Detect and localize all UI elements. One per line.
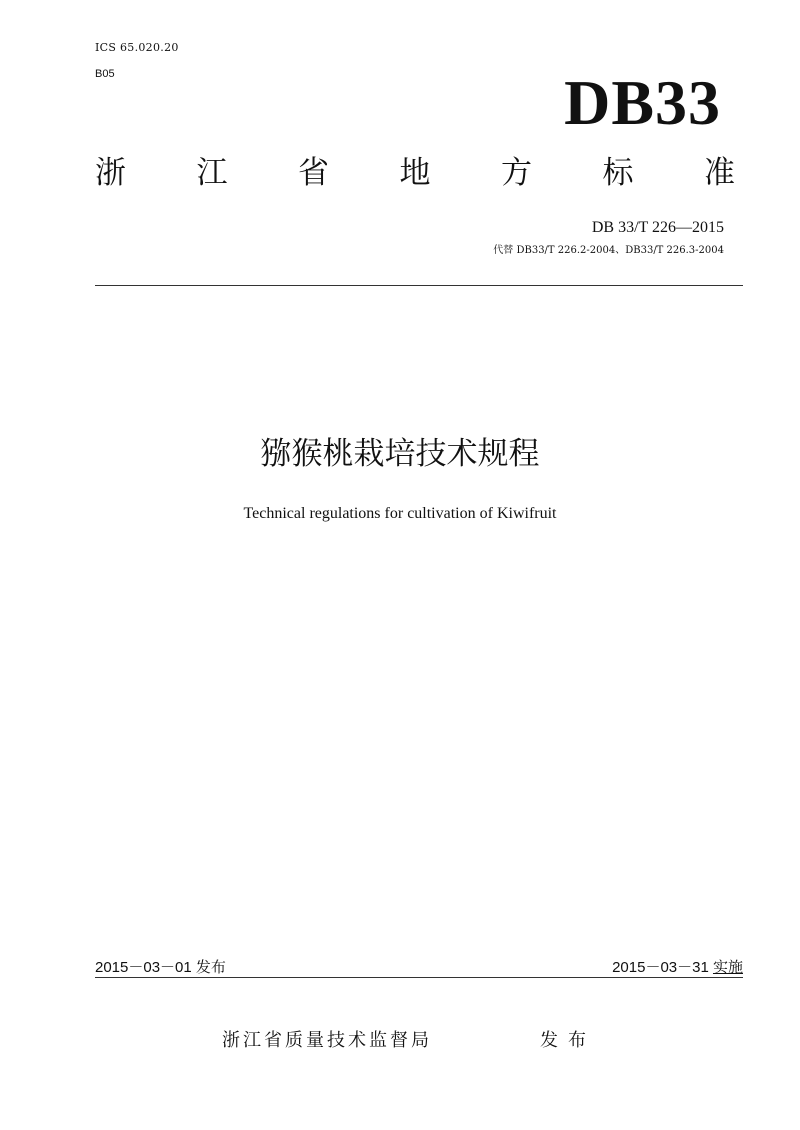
implementation-date bbox=[612, 958, 743, 978]
standard-type-char: 准 bbox=[704, 155, 735, 191]
document-title-english: Technical regulations for cultivation of Kiwifruit bbox=[243, 505, 557, 522]
footer-divider bbox=[95, 977, 743, 978]
replaces-note: 代替 DB33/T 226.2-2004、DB33/T 226.3-2004 bbox=[493, 245, 724, 256]
standard-type-char: 方 bbox=[501, 155, 532, 191]
standard-type-char: 江 bbox=[196, 155, 228, 191]
publish-verb: 发布 bbox=[540, 1030, 596, 1051]
header-divider bbox=[95, 285, 743, 286]
ics-code: ICS 65.020.20 bbox=[95, 41, 179, 54]
standard-type-char: 地 bbox=[399, 155, 431, 191]
standard-type-char: 省 bbox=[298, 155, 329, 191]
standard-type-heading bbox=[95, 150, 735, 196]
ccs-code: B05 bbox=[95, 68, 115, 80]
standard-number: DB 33/T 226—2015 bbox=[591, 219, 724, 236]
publisher-name: 浙江省质量技术监督局 bbox=[222, 1030, 432, 1051]
issue-date: 2015－03－01 发布 bbox=[95, 959, 226, 976]
standard-type-char: 标 bbox=[602, 155, 634, 191]
standard-type-char: 浙 bbox=[95, 155, 126, 191]
implementation-date-value: 2015－03－31 bbox=[612, 959, 713, 976]
standard-code-logo: DB33 bbox=[564, 67, 721, 138]
document-title-chinese: 猕猴桃栽培技术规程 bbox=[260, 436, 540, 472]
implementation-label: 实施 bbox=[712, 959, 743, 976]
